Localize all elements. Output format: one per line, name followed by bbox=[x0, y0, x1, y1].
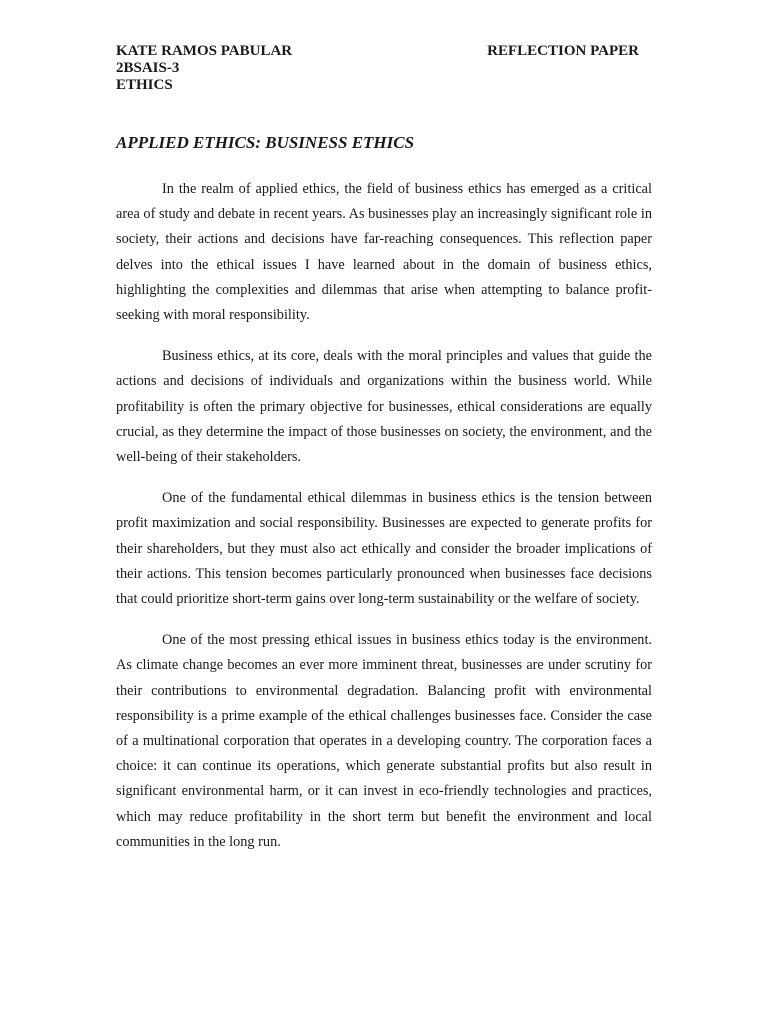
paper-body bbox=[116, 177, 652, 871]
paragraph-4: One of the most pressing ethical issues in business ethics today is the environment. As climate change becomes an ever more imminent threat, businesses are under scrutiny for their contributions to environmental degradation. Balancing profit with environmental responsibility is a prime example of the ethical challenges businesses face. Consider the case of a multinational corporation that operates in a developing country. The corporation faces a choice: it can continue its operations, which generate substantial profits but also result in significant environmental harm, or it can invest in eco-friendly technologies and practices, which may reduce profitability in the short term but benefit the environment and local communities in the long run. bbox=[116, 632, 652, 850]
author-name: KATE RAMOS PABULAR bbox=[116, 43, 293, 59]
document-header bbox=[116, 43, 646, 94]
document-type: REFLECTION PAPER bbox=[487, 43, 639, 59]
paper-title: APPLIED ETHICS: BUSINESS ETHICS bbox=[116, 133, 415, 152]
section-code: 2BSAIS-3 bbox=[116, 60, 180, 76]
paragraph-3: One of the fundamental ethical dilemmas in business ethics is the tension between profit maximization and social responsibility. Businesses are expected to generate profits for their shareholders, but they must also act ethically and consider the broader implications of their actions. This tension becomes particularly pronounced when businesses face decisions that could prioritize short-term gains over long-term sustainability or the welfare of society. bbox=[116, 490, 652, 608]
paragraph-1: In the realm of applied ethics, the field of business ethics has emerged as a critical area of study and debate in recent years. As businesses play an increasingly significant role in society, their actions and decisions have far-reaching consequences. This reflection paper delves into the ethical issues I have learned about in the domain of business ethics, highlighting the complexities and dilemmas that arise when attempting to balance profit-seeking with moral responsibility. bbox=[116, 181, 652, 324]
paragraph-2: Business ethics, at its core, deals with the moral principles and values that guide the actions and decisions of individuals and organizations within the business world. While profitability is often the primary objective for businesses, ethical considerations are equally crucial, as they determine the impact of those businesses on society, the environment, and the well-being of their stakeholders. bbox=[116, 348, 652, 466]
subject-name: ETHICS bbox=[116, 77, 173, 93]
header-row bbox=[116, 43, 646, 60]
